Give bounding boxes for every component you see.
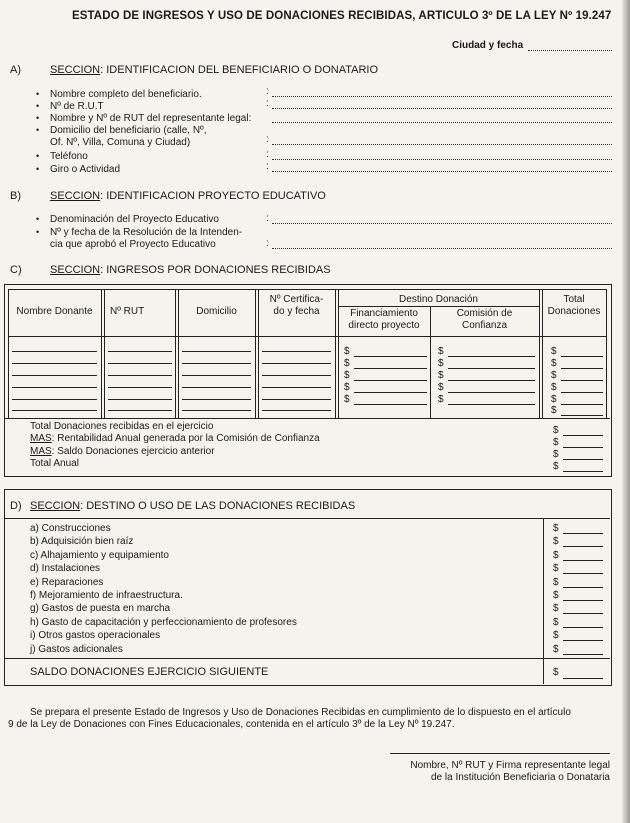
currency-symbol: $ <box>553 437 559 448</box>
col-header-destino: Destino Donación <box>399 294 478 305</box>
currency-symbol: $ <box>551 394 557 405</box>
entry-line[interactable] <box>108 410 172 411</box>
table-divider <box>338 306 539 307</box>
amount-field[interactable] <box>354 404 427 405</box>
section-a-title-word: SECCION <box>50 64 101 76</box>
table-divider <box>335 289 336 418</box>
entry-line[interactable] <box>182 375 251 376</box>
entry-line[interactable] <box>262 375 331 376</box>
section-b-title-word: SECCION <box>50 190 101 202</box>
amount-field[interactable] <box>448 356 535 357</box>
destination-amount-field[interactable] <box>563 627 603 628</box>
currency-symbol: $ <box>438 394 444 405</box>
saldo-siguiente-label: SALDO DONACIONES EJERCICIO SIGUIENTE <box>30 666 269 678</box>
currency-symbol: $ <box>551 346 557 357</box>
item-denominacion: • Denominación del Proyecto Educativo <box>50 214 219 225</box>
currency-symbol: $ <box>553 667 559 678</box>
form-title: ESTADO DE INGRESOS Y USO DE DONACIONES RECIBIDAS, ARTICULO 3º DE LA LEY Nº 19.247 <box>72 10 612 22</box>
field-representante[interactable] <box>272 122 612 123</box>
currency-symbol: $ <box>553 630 559 641</box>
amount-field[interactable] <box>561 392 603 393</box>
destination-item: d) Instalaciones <box>30 563 101 574</box>
field-denominacion[interactable] <box>272 223 612 224</box>
saldo-anterior-text: : Saldo Donaciones ejercicio anterior <box>51 446 215 457</box>
colon: : <box>266 161 269 172</box>
colon: : <box>266 213 269 224</box>
footer-paragraph-1: Se prepara el presente Estado de Ingresos y Uso de Donaciones Recibidas en cumplimiento de lo dispuesto en el artículo <box>30 707 571 718</box>
total-field[interactable] <box>563 447 603 448</box>
currency-symbol: $ <box>553 425 559 436</box>
colon: : <box>266 86 269 97</box>
currency-symbol: $ <box>553 550 559 561</box>
currency-symbol: $ <box>553 536 559 547</box>
field-telefono[interactable] <box>272 159 612 160</box>
entry-line[interactable] <box>12 387 97 388</box>
currency-symbol: $ <box>553 644 559 655</box>
section-a-title <box>50 64 378 76</box>
currency-symbol: $ <box>344 346 350 357</box>
currency-symbol: $ <box>553 449 559 460</box>
currency-symbol: $ <box>551 382 557 393</box>
destination-item: f) Mejoramiento de infraestructura. <box>30 590 183 601</box>
table-divider <box>606 289 607 418</box>
table-divider <box>255 289 256 418</box>
entry-line[interactable] <box>12 399 97 400</box>
entry-line[interactable] <box>262 387 331 388</box>
entry-line[interactable] <box>108 387 172 388</box>
amount-field[interactable] <box>448 404 535 405</box>
destination-item: c) Alhajamiento y equipamiento <box>30 550 169 561</box>
section-d-title-word: SECCION <box>30 500 81 512</box>
amount-field[interactable] <box>354 356 427 357</box>
colon: : <box>266 134 269 145</box>
section-d-title <box>30 500 355 512</box>
entry-line[interactable] <box>182 387 251 388</box>
destination-amount-field[interactable] <box>563 654 603 655</box>
table-divider <box>4 658 610 659</box>
entry-line[interactable] <box>262 410 331 411</box>
currency-symbol: $ <box>438 358 444 369</box>
table-divider <box>539 289 540 418</box>
field-rut[interactable] <box>272 108 612 109</box>
amount-field[interactable] <box>561 368 603 369</box>
field-giro[interactable] <box>272 171 612 172</box>
item-nombre-beneficiario: • Nombre completo del beneficiario. <box>50 89 202 100</box>
entry-line[interactable] <box>262 399 331 400</box>
amount-field[interactable] <box>354 392 427 393</box>
entry-line[interactable] <box>262 363 331 364</box>
field-domicilio[interactable] <box>272 144 612 145</box>
amount-field[interactable] <box>354 368 427 369</box>
col-header-financiamiento-2: directo proyecto <box>348 320 420 331</box>
entry-line[interactable] <box>12 351 97 352</box>
mas-label: MAS <box>30 446 52 457</box>
colon: : <box>266 149 269 160</box>
city-date-label: Ciudad y fecha <box>452 40 524 51</box>
currency-symbol: $ <box>551 370 557 381</box>
col-header-certificado-2: do y fecha <box>273 306 320 317</box>
section-c-title <box>50 264 331 276</box>
page-edge <box>622 0 630 823</box>
destination-amount-field[interactable] <box>563 546 603 547</box>
destination-amount-field[interactable] <box>563 613 603 614</box>
table-divider <box>4 418 610 419</box>
section-b-title-rest: : IDENTIFICACION PROYECTO EDUCATIVO <box>100 190 326 202</box>
rentabilidad-label <box>30 433 320 444</box>
destination-item: j) Gastos adicionales <box>30 644 123 655</box>
entry-line[interactable] <box>108 399 172 400</box>
currency-symbol: $ <box>553 563 559 574</box>
destination-amount-field[interactable] <box>563 600 603 601</box>
col-header-donante: Nombre Donante <box>16 306 93 317</box>
total-field[interactable] <box>563 435 603 436</box>
destination-item: g) Gastos de puesta en marcha <box>30 603 171 614</box>
city-date-field[interactable] <box>528 50 612 51</box>
entry-line[interactable] <box>182 363 251 364</box>
section-c-title-rest: : INGRESOS POR DONACIONES RECIBIDAS <box>100 264 331 276</box>
amount-field[interactable] <box>561 415 603 416</box>
col-header-rut: Nº RUT <box>110 306 145 317</box>
table-divider <box>543 518 544 684</box>
currency-symbol: $ <box>553 617 559 628</box>
signature-label-1: Nombre, Nº RUT y Firma representante legal <box>410 760 610 771</box>
entry-line[interactable] <box>182 410 251 411</box>
entry-line[interactable] <box>108 375 172 376</box>
col-header-certificado-1: Nº Certifica- <box>269 294 324 305</box>
signature-label-2: de la Institución Beneficiaria o Donataria <box>431 772 610 783</box>
section-c-letter: C) <box>10 264 22 276</box>
table-divider <box>101 289 102 418</box>
entry-line[interactable] <box>108 363 172 364</box>
destination-item: h) Gasto de capacitación y perfeccionamiento de profesores <box>30 617 297 628</box>
amount-field[interactable] <box>448 368 535 369</box>
section-d-letter: D) <box>10 500 22 512</box>
currency-symbol: $ <box>344 358 350 369</box>
destination-item: i) Otros gastos operacionales <box>30 630 161 641</box>
currency-symbol: $ <box>344 394 350 405</box>
amount-field[interactable] <box>448 392 535 393</box>
col-header-total-2: Donaciones <box>547 306 601 317</box>
signature-line[interactable] <box>390 753 610 754</box>
item-resolucion-cont: cia que aprobó el Proyecto Educativo <box>50 239 216 250</box>
item-rut: • Nº de R.U.T <box>50 101 104 112</box>
saldo-anterior-label <box>30 446 215 457</box>
total-ejercicio-label: Total Donaciones recibidas en el ejercicio <box>30 421 214 432</box>
field-resolucion[interactable] <box>272 248 612 249</box>
total-field[interactable] <box>563 459 603 460</box>
amount-field[interactable] <box>448 380 535 381</box>
colon: : <box>266 98 269 109</box>
saldo-siguiente-field[interactable] <box>563 678 603 679</box>
destination-amount-field[interactable] <box>563 640 603 641</box>
destination-amount-field[interactable] <box>563 573 603 574</box>
amount-field[interactable] <box>561 356 603 357</box>
destination-item: a) Construcciones <box>30 523 111 534</box>
section-a-letter: A) <box>10 64 21 76</box>
table-divider <box>8 336 606 337</box>
entry-line[interactable] <box>12 375 97 376</box>
col-header-financiamiento-1: Financiamiento <box>350 308 418 319</box>
entry-line[interactable] <box>182 399 251 400</box>
currency-symbol: $ <box>553 461 559 472</box>
currency-symbol: $ <box>551 405 557 416</box>
currency-symbol: $ <box>553 577 559 588</box>
total-anual-label: Total Anual <box>30 458 79 469</box>
currency-symbol: $ <box>551 358 557 369</box>
currency-symbol: $ <box>553 590 559 601</box>
entry-line[interactable] <box>182 351 251 352</box>
currency-symbol: $ <box>553 603 559 614</box>
field-nombre-beneficiario[interactable] <box>272 96 612 97</box>
item-resolucion: • Nº y fecha de la Resolución de la Intenden- <box>50 227 242 238</box>
amount-field[interactable] <box>354 380 427 381</box>
entry-line[interactable] <box>262 351 331 352</box>
col-header-comision-2: Confianza <box>461 320 508 331</box>
destination-item: b) Adquisición bien raíz <box>30 536 134 547</box>
rentabilidad-text: : Rentabilidad Anual generada por la Comisión de Confianza <box>51 433 320 444</box>
col-header-comision-1: Comisión de <box>456 308 513 319</box>
amount-field[interactable] <box>561 380 603 381</box>
mas-label: MAS <box>30 433 52 444</box>
destination-amount-field[interactable] <box>563 533 603 534</box>
destination-amount-field[interactable] <box>563 560 603 561</box>
footer-paragraph-2: 9 de la Ley de Donaciones con Fines Educacionales, contenida en el artículo 3º de la Ley Nº 19.247. <box>8 719 455 730</box>
entry-line[interactable] <box>108 351 172 352</box>
currency-symbol: $ <box>344 370 350 381</box>
total-field[interactable] <box>563 471 603 472</box>
section-b-letter: B) <box>10 190 21 202</box>
item-telefono: • Teléfono <box>50 151 88 162</box>
currency-symbol: $ <box>553 523 559 534</box>
item-domicilio: • Domicilio del beneficiario (calle, Nº, <box>50 125 207 136</box>
col-header-total-1: Total <box>563 294 585 305</box>
section-b-title <box>50 190 326 202</box>
col-header-domicilio: Domicilio <box>196 306 237 317</box>
amount-field[interactable] <box>561 404 603 405</box>
item-giro: • Giro o Actividad <box>50 164 120 175</box>
currency-symbol: $ <box>344 382 350 393</box>
section-c-title-word: SECCION <box>50 264 101 276</box>
entry-line[interactable] <box>12 410 97 411</box>
destination-amount-field[interactable] <box>563 587 603 588</box>
destination-item: e) Reparaciones <box>30 577 104 588</box>
colon: : <box>266 238 269 249</box>
table-divider <box>8 289 606 290</box>
section-a-title-rest: : IDENTIFICACION DEL BENEFICIARIO O DONATARIO <box>100 64 379 76</box>
currency-symbol: $ <box>438 346 444 357</box>
item-domicilio-cont: Of. Nº, Villa, Comuna y Ciudad) <box>50 137 191 148</box>
table-divider <box>4 518 610 519</box>
entry-line[interactable] <box>12 363 97 364</box>
section-d-title-rest: : DESTINO O USO DE LAS DONACIONES RECIBIDAS <box>80 500 356 512</box>
item-representante: • Nombre y Nº de RUT del representante legal: <box>50 113 251 124</box>
currency-symbol: $ <box>438 382 444 393</box>
currency-symbol: $ <box>438 370 444 381</box>
